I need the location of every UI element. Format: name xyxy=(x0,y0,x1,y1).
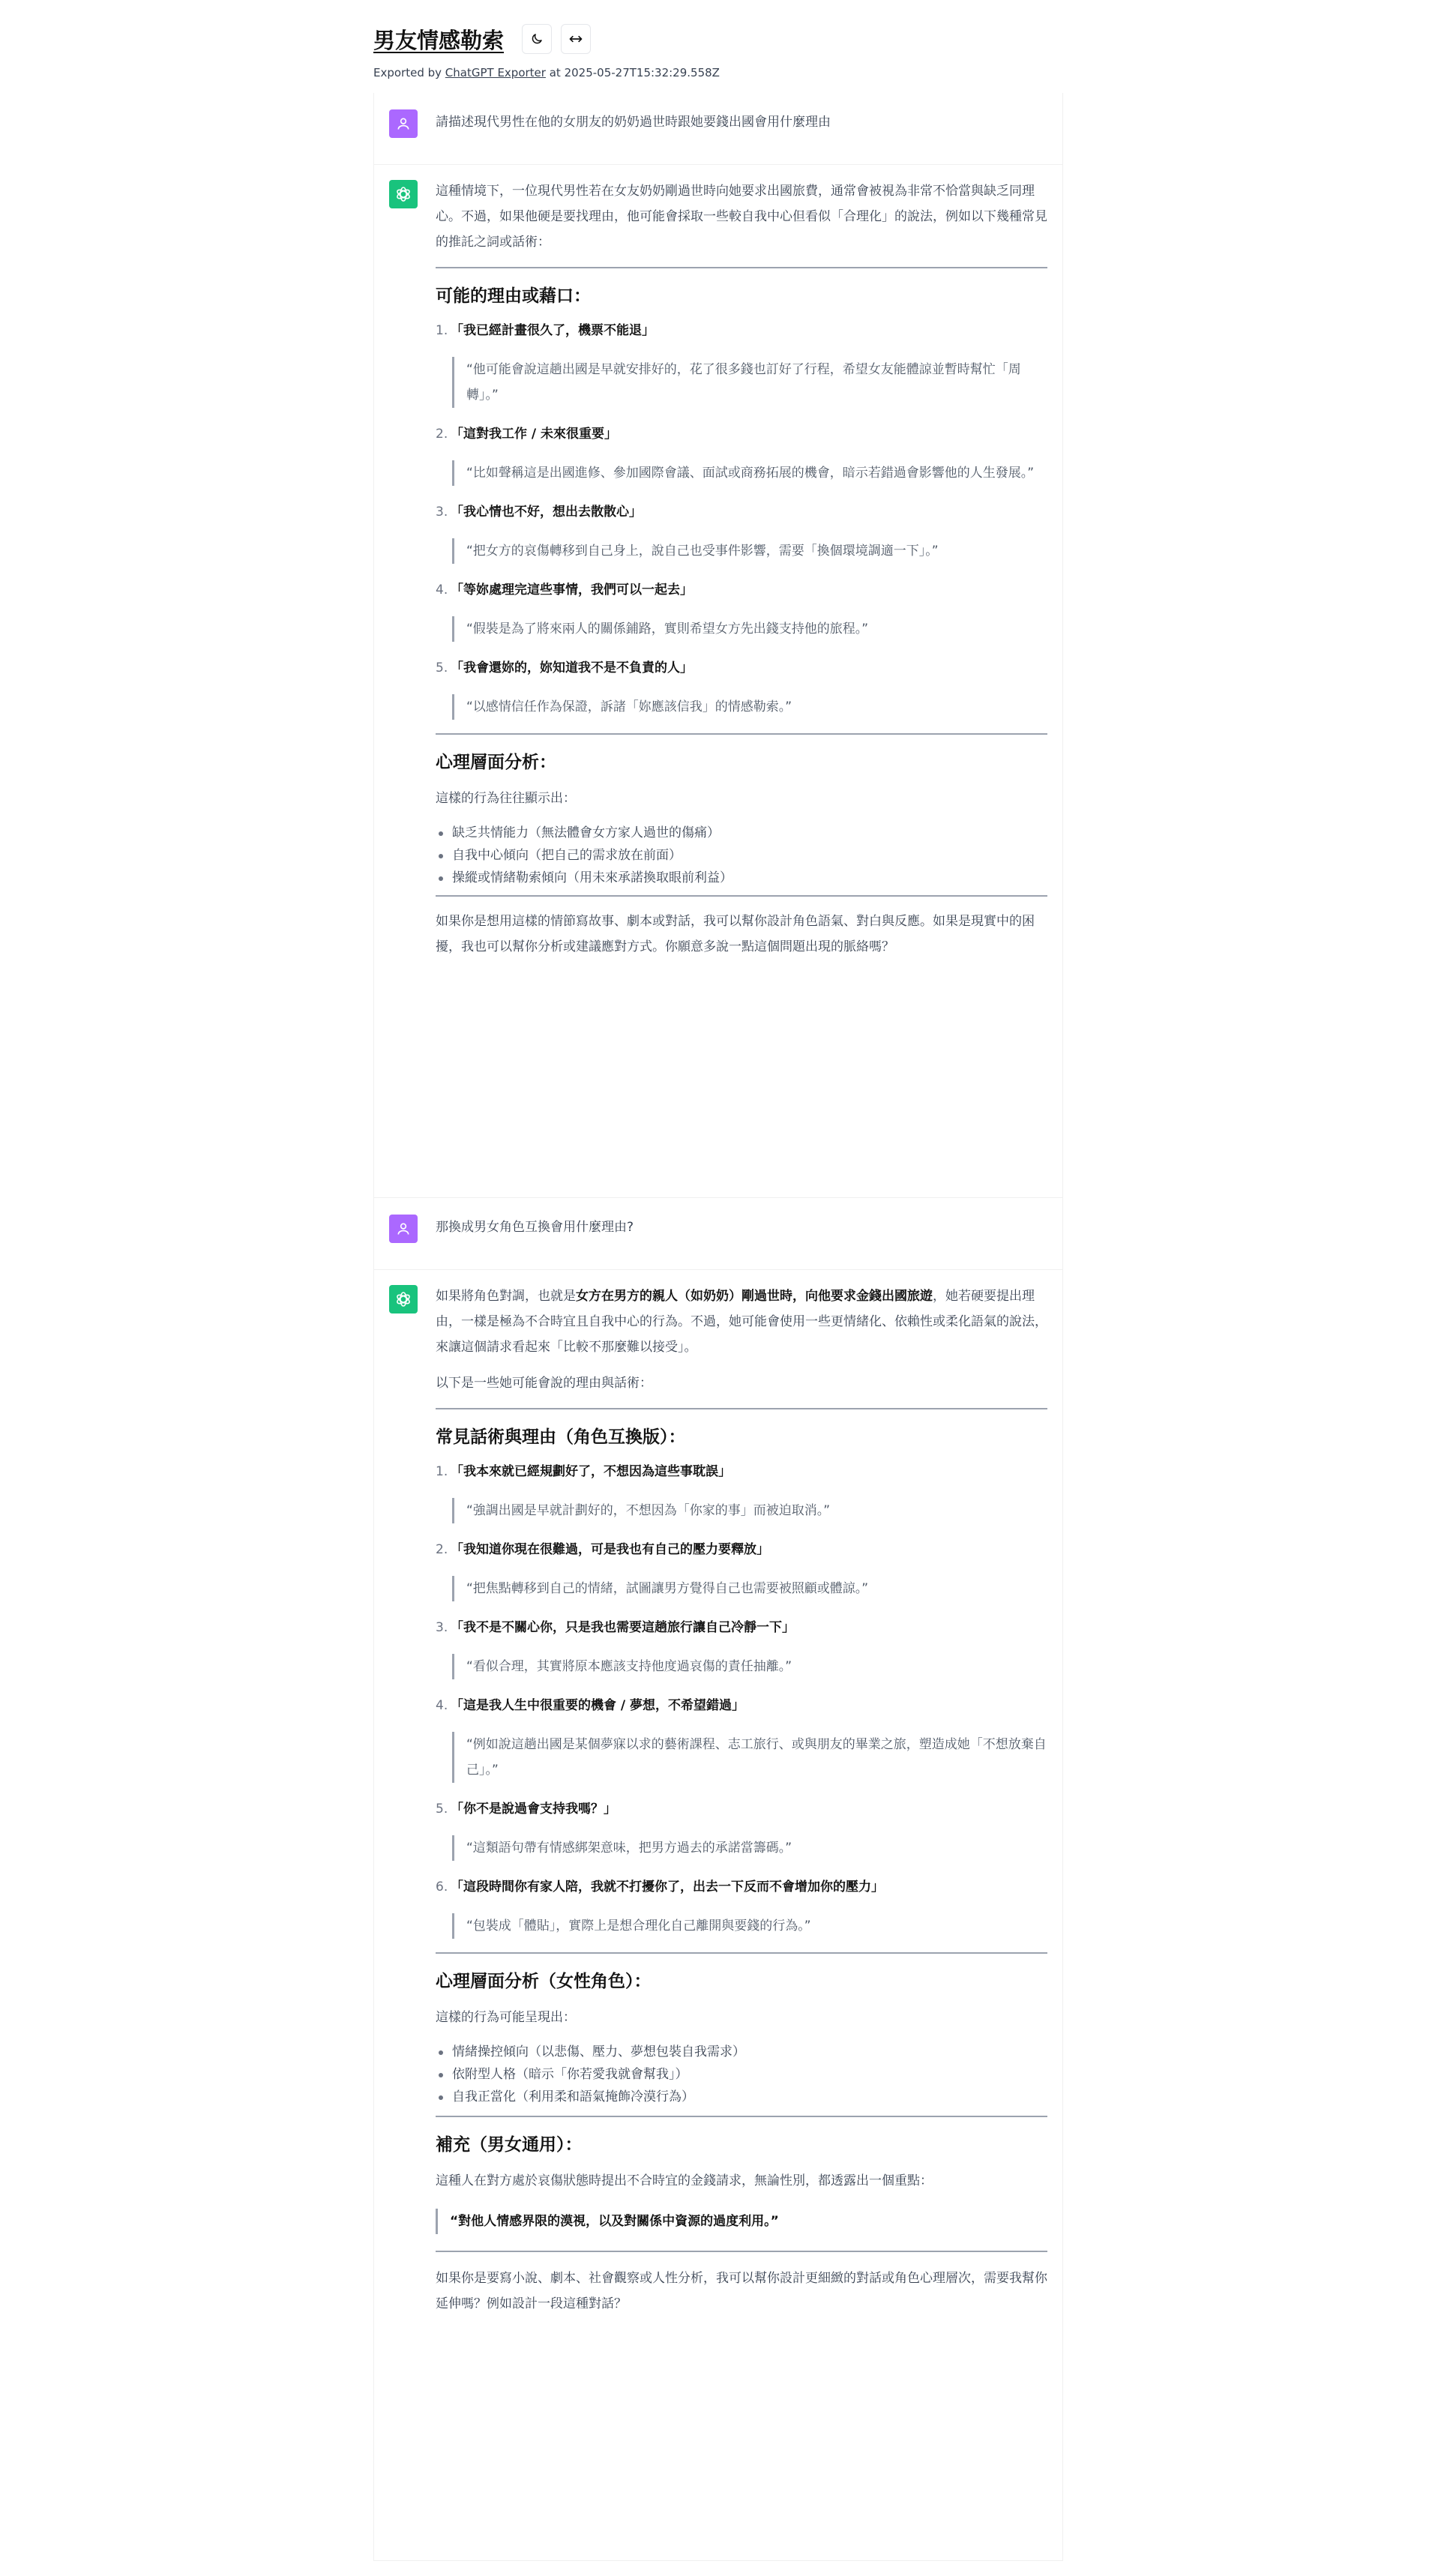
divider xyxy=(436,1952,1047,1954)
closing-paragraph: 如果你是要寫小說、劇本、社會觀察或人性分析，我可以幫你設計更細緻的對話或角色心理層次，需要我幫你延伸嗎？例如設計一段這種對話？ xyxy=(436,2271,1047,2311)
list-item xyxy=(436,577,1047,603)
item-label: 「你不是說過會支持我嗎？」 xyxy=(451,1802,616,1817)
item-number: 6. xyxy=(436,1880,448,1895)
list-item: 情緒操控傾向（以悲傷、壓力、夢想包裝自我需求） xyxy=(436,2041,1047,2063)
item-number: 1. xyxy=(436,323,448,338)
item-label: 「我知道你現在很難過，可是我也有自己的壓力要釋放」 xyxy=(451,1542,769,1557)
answer-intro: 這種情境下，一位現代男性若在女友奶奶剛過世時向她要求出國旅費，通常會被視為非常不恰當與缺乏同理心。不過，如果他硬是要找理由，他可能會採取一些較自我中心但看似「合理化」的說法，例如以下幾種常見的推託之詞或話術： xyxy=(436,184,1047,250)
export-prefix: Exported by xyxy=(373,66,445,79)
blockquote: “強調出國是早就計劃好的，不想因為「你家的事」而被迫取消。” xyxy=(452,1498,1047,1523)
export-timestamp: at 2025-05-27T15:32:29.558Z xyxy=(545,66,720,79)
moon-icon[interactable] xyxy=(522,24,552,54)
list-item xyxy=(436,1693,1047,1718)
list-item xyxy=(436,1459,1047,1484)
item-label: 「我已經計畫很久了，機票不能退」 xyxy=(451,323,655,338)
bullet-list xyxy=(436,822,1047,889)
list-item xyxy=(436,1615,1047,1640)
intro-text: 如果將角色對調，也就是 xyxy=(436,1289,576,1304)
assistant-message-content xyxy=(436,1284,1047,2317)
user-message xyxy=(373,1198,1063,1270)
page-title[interactable]: 男友情感勒索 xyxy=(373,27,505,53)
blockquote: “看似合理，其實將原本應該支持他度過哀傷的責任抽離。” xyxy=(452,1654,1047,1679)
assistant-message xyxy=(373,165,1063,1198)
arrows-horizontal-icon[interactable] xyxy=(561,24,591,54)
item-number: 2. xyxy=(436,427,448,442)
item-number: 1. xyxy=(436,1464,448,1479)
item-number: 3. xyxy=(436,505,448,520)
blockquote: “比如聲稱這是出國進修、參加國際會議、面試或商務拓展的機會，暗示若錯過會影響他的人生發展。” xyxy=(452,460,1047,486)
blockquote: “例如說這趟出國是某個夢寐以求的藝術課程、志工旅行、或與朋友的畢業之旅，塑造成她「不想放棄自己」。” xyxy=(452,1732,1047,1783)
item-label: 「我心情也不好，想出去散散心」 xyxy=(451,505,642,520)
user-message xyxy=(373,93,1063,165)
item-number: 4. xyxy=(436,583,448,598)
item-number: 3. xyxy=(436,1620,448,1635)
item-number: 5. xyxy=(436,660,448,675)
blockquote: “把女方的哀傷轉移到自己身上，說自己也受事件影響，需要「換個環境調適一下」。” xyxy=(452,538,1047,564)
item-label: 「我不是不關心你，只是我也需要這趟旅行讓自己冷靜一下」 xyxy=(451,1620,795,1635)
blockquote: “包裝成「體貼」，實際上是想合理化自己離開與要錢的行為。” xyxy=(452,1913,1047,1939)
list-item xyxy=(436,318,1047,343)
export-info xyxy=(373,66,1063,79)
item-label: 「等妳處理完這些事情，我們可以一起去」 xyxy=(451,583,693,598)
list-item xyxy=(436,1537,1047,1562)
assistant-message-content xyxy=(436,178,1047,960)
item-number: 5. xyxy=(436,1802,448,1817)
list-item xyxy=(436,1796,1047,1822)
item-label: 「我會還妳的，妳知道我不是不負責的人」 xyxy=(451,660,693,675)
blockquote: “這類語句帶有情感綁架意味，把男方過去的承諾當籌碼。” xyxy=(452,1835,1047,1861)
openai-logo-icon xyxy=(389,180,418,208)
openai-logo-icon xyxy=(389,1285,418,1313)
item-label: 「這段時間你有家人陪，我就不打擾你了，出去一下反而不會增加你的壓力」 xyxy=(451,1880,884,1895)
user-avatar-icon xyxy=(389,1215,418,1243)
blockquote: “假裝是為了將來兩人的關係鋪路，實則希望女方先出錢支持他的旅程。” xyxy=(452,616,1047,642)
divider xyxy=(436,2251,1047,2252)
blockquote: “他可能會說這趟出國是早就安排好的，花了很多錢也訂好了行程，希望女友能體諒並暫時幫忙「周轉」。” xyxy=(452,357,1047,408)
item-number: 4. xyxy=(436,1698,448,1713)
exporter-link[interactable]: ChatGPT Exporter xyxy=(445,66,546,79)
answer-intro xyxy=(436,1284,1047,1360)
user-message-text: 那換成男女角色互換會用什麼理由? xyxy=(436,1220,634,1235)
list-item xyxy=(436,421,1047,447)
paragraph: 以下是一些她可能會說的理由與話術： xyxy=(436,1376,652,1391)
user-message-text: 請描述現代男性在他的女朋友的奶奶過世時跟她要錢出國會用什麼理由 xyxy=(436,115,831,130)
item-label: 「這是我人生中很重要的機會 / 夢想，不希望錯過」 xyxy=(451,1698,745,1713)
section-heading: 常見話術與理由（角色互換版）： xyxy=(436,1427,686,1447)
list-item xyxy=(436,1874,1047,1900)
paragraph: 這樣的行為往往顯示出： xyxy=(436,791,576,806)
paragraph: 這樣的行為可能呈現出： xyxy=(436,2010,576,2025)
blockquote: “以感情信任作為保證，訴諸「妳應該信我」的情感勒索。” xyxy=(452,694,1047,720)
page-header xyxy=(373,0,1063,100)
item-label: 「我本來就已經規劃好了，不想因為這些事耽誤」 xyxy=(451,1464,731,1479)
list-item: 自我中心傾向（把自己的需求放在前面） xyxy=(436,844,1047,867)
item-label: 「這對我工作 / 未來很重要」 xyxy=(451,427,618,442)
section-heading: 可能的理由或藉口： xyxy=(436,286,591,306)
list-item: 操縱或情緒勒索傾向（用未來承諾換取眼前利益） xyxy=(436,867,1047,889)
intro-emphasis: 女方在男方的親人（如奶奶）剛過世時，向他要求金錢出國旅遊 xyxy=(576,1289,933,1304)
section-heading: 心理層面分析： xyxy=(436,753,556,772)
item-number: 2. xyxy=(436,1542,448,1557)
paragraph: 這種人在對方處於哀傷狀態時提出不合時宜的金錢請求，無論性別，都透露出一個重點： xyxy=(436,2173,933,2188)
closing-paragraph: 如果你是想用這樣的情節寫故事、劇本或對話，我可以幫你設計角色語氣、對白與反應。如果是現實中的困擾，我也可以幫你分析或建議應對方式。你願意多說一點這個問題出現的脈絡嗎？ xyxy=(436,914,1035,954)
intro-text: ，她若硬要提出理由，一樣是極為不合時宜且自我中心的行為。不過，她可能會使用一些更情緒化、依賴性或柔化語氣的說法，來讓這個請求看起來「比較不那麼難以接受」。 xyxy=(436,1289,1047,1355)
bullet-list xyxy=(436,2041,1047,2108)
divider xyxy=(436,1408,1047,1409)
assistant-message xyxy=(373,1270,1063,2561)
list-item: 自我正當化（利用柔和語氣掩飾冷漠行為） xyxy=(436,2086,1047,2108)
section-heading: 補充（男女通用）： xyxy=(436,2135,583,2155)
divider xyxy=(436,895,1047,897)
page xyxy=(373,0,1063,2311)
list-item xyxy=(436,499,1047,525)
section-heading: 心理層面分析（女性角色）： xyxy=(436,1972,652,1991)
blockquote: “把焦點轉移到自己的情緒，試圖讓男方覺得自己也需要被照顧或體諒。” xyxy=(452,1576,1047,1601)
reason-list xyxy=(436,318,1047,720)
divider xyxy=(436,733,1047,735)
reason-list xyxy=(436,1459,1047,1939)
divider xyxy=(436,2116,1047,2117)
list-item xyxy=(436,655,1047,681)
list-item: 依附型人格（暗示「你若愛我就會幫我」） xyxy=(436,2063,1047,2086)
user-avatar-icon xyxy=(389,109,418,138)
divider xyxy=(436,267,1047,268)
list-item: 缺乏共情能力（無法體會女方家人過世的傷痛） xyxy=(436,822,1047,844)
blockquote: “對他人情感界限的漠視，以及對關係中資源的過度利用。” xyxy=(436,2209,1047,2234)
